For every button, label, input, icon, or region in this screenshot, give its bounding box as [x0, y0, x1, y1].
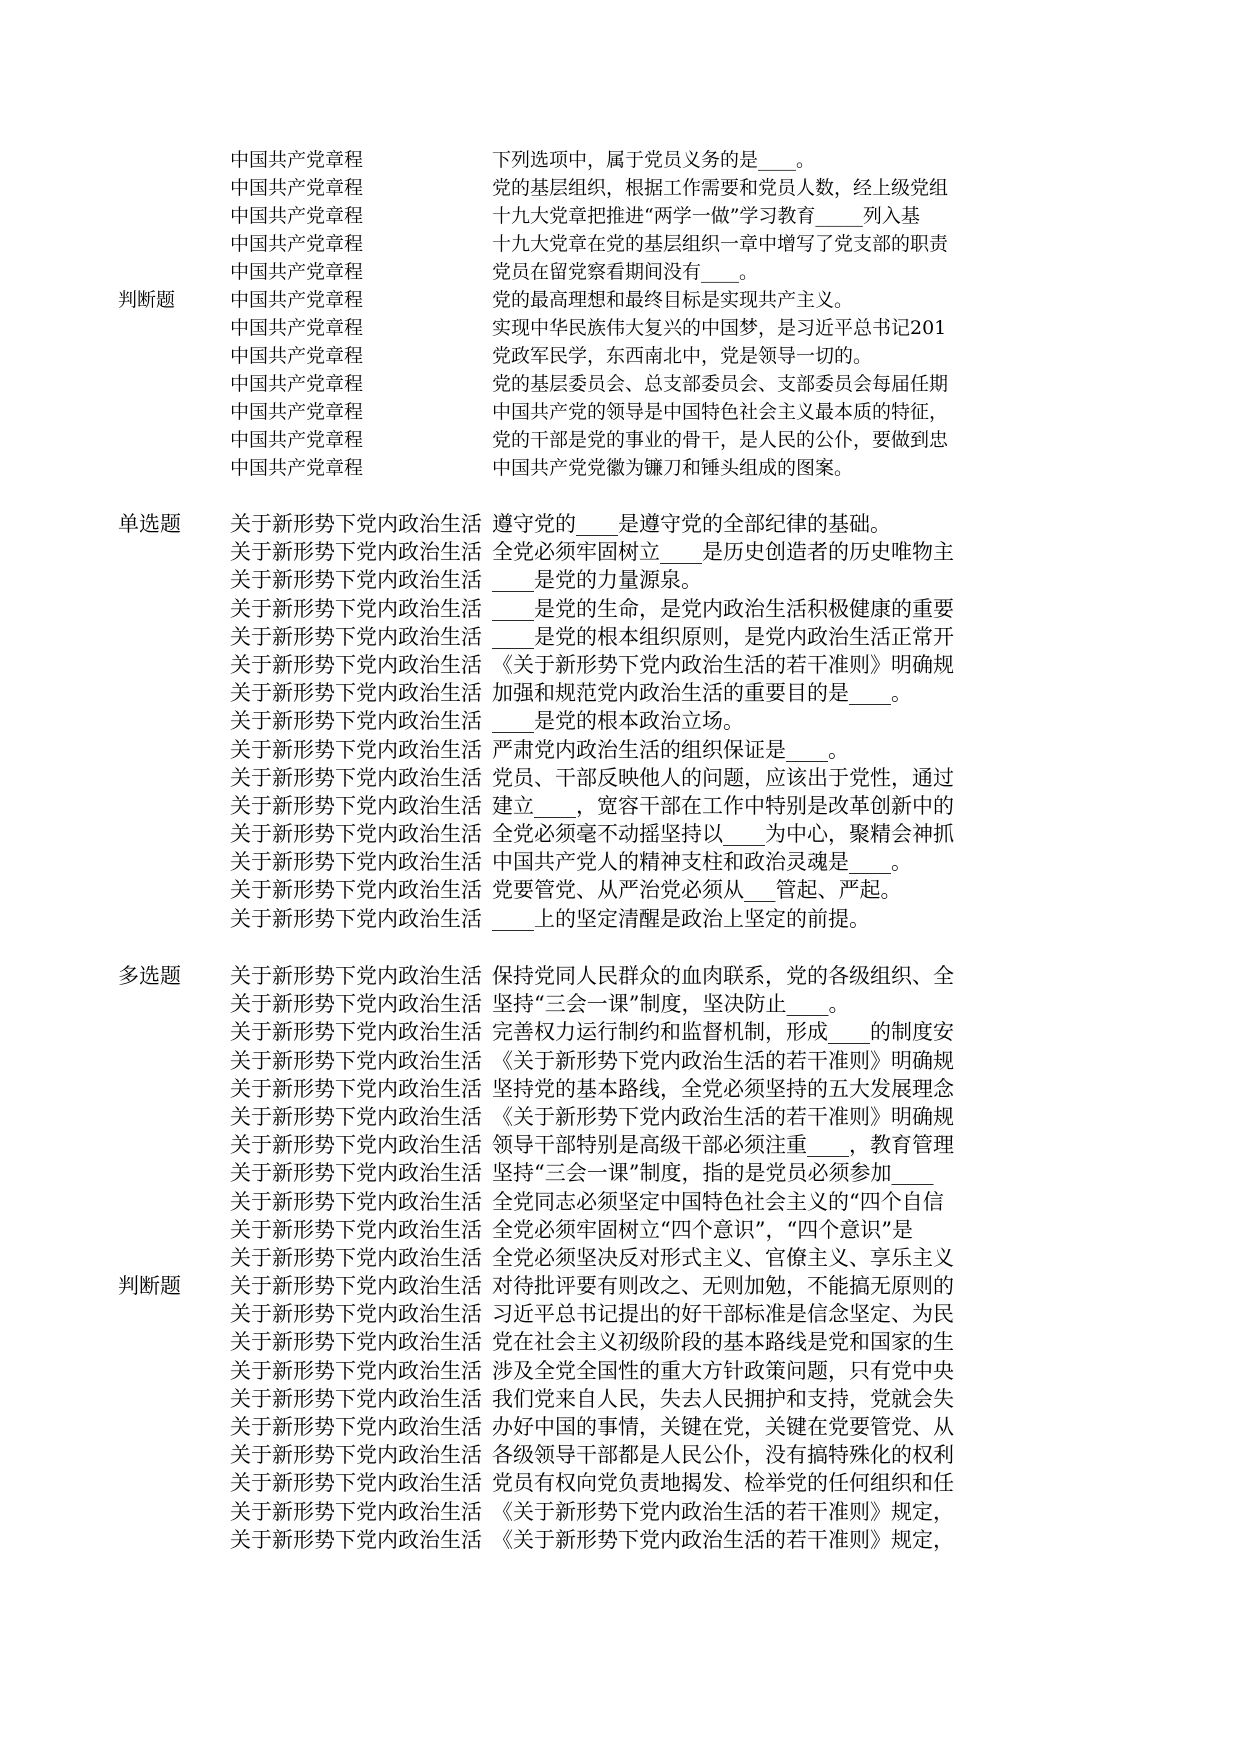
question-cell: 我们党来自人民，失去人民拥护和支持，党就会失 — [492, 1386, 954, 1411]
source-cell: 关于新形势下党内政治生活 — [230, 596, 482, 621]
source-cell: 关于新形势下党内政治生活 — [230, 1330, 482, 1355]
question-type-cell: 判断题 — [118, 289, 176, 311]
table-row — [0, 764, 1240, 792]
source-cell: 关于新形势下党内政治生活 — [230, 765, 482, 790]
question-cell: 十九大党章在党的基层组织一章中增写了党支部的职责 — [492, 233, 949, 255]
question-cell: 下列选项中，属于党员义务的是____。 — [492, 149, 816, 171]
question-cell: 坚持“三会一课”制度，坚决防止____。 — [492, 992, 850, 1017]
question-cell: 各级领导干部都是人民公仆，没有搞特殊化的权利 — [492, 1443, 954, 1468]
table-row — [0, 538, 1240, 566]
table-row — [0, 454, 1240, 482]
source-cell: 中国共产党章程 — [230, 205, 364, 227]
table-row — [0, 146, 1240, 174]
question-cell: 对待批评要有则改之、无则加勉，不能搞无原则的 — [492, 1274, 954, 1299]
question-cell: 《关于新形势下党内政治生活的若干准则》明确规 — [492, 652, 954, 677]
question-cell: 坚持“三会一课”制度，指的是党员必须参加____ — [492, 1161, 934, 1186]
question-cell: 党的最高理想和最终目标是实现共产主义。 — [492, 289, 854, 311]
source-cell: 中国共产党章程 — [230, 289, 364, 311]
question-cell: 党要管党、从严治党必须从___管起、严起。 — [492, 878, 902, 903]
table-row — [0, 962, 1240, 990]
source-cell: 中国共产党章程 — [230, 345, 364, 367]
table-row — [0, 1131, 1240, 1159]
source-cell: 关于新形势下党内政治生活 — [230, 878, 482, 903]
question-type-cell: 单选题 — [118, 512, 181, 536]
question-cell: 《关于新形势下党内政治生活的若干准则》明确规 — [492, 1048, 954, 1073]
source-cell: 关于新形势下党内政治生活 — [230, 793, 482, 818]
question-type-cell: 多选题 — [118, 964, 181, 988]
table-row — [0, 1272, 1240, 1300]
source-cell: 关于新形势下党内政治生活 — [230, 737, 482, 762]
question-cell: 领导干部特别是高级干部必须注重____，教育管理 — [492, 1133, 954, 1158]
question-cell: 党员在留党察看期间没有____。 — [492, 261, 759, 283]
source-cell: 关于新形势下党内政治生活 — [230, 1189, 482, 1214]
source-cell: 中国共产党章程 — [230, 177, 364, 199]
question-cell: 党员、干部反映他人的问题，应该出于党性，通过 — [492, 765, 954, 790]
question-cell: 全党必须毫不动摇坚持以____为中心，聚精会神抓 — [492, 822, 954, 847]
source-cell: 中国共产党章程 — [230, 457, 364, 479]
question-cell: ____是党的根本组织原则，是党内政治生活正常开 — [492, 624, 954, 649]
question-cell: 党的干部是党的事业的骨干，是人民的公仆，要做到忠 — [492, 429, 949, 451]
source-cell: 中国共产党章程 — [230, 317, 364, 339]
table-row — [0, 1469, 1240, 1497]
question-cell: 党的基层委员会、总支部委员会、支部委员会每届任期 — [492, 373, 949, 395]
source-cell: 关于新形势下党内政治生活 — [230, 822, 482, 847]
table-row — [0, 679, 1240, 707]
question-cell: 全党必须牢固树立“四个意识”，“四个意识”是 — [492, 1217, 913, 1242]
question-table-party-constitution — [0, 146, 1240, 482]
question-cell: 建立____，宽容干部在工作中特别是改革创新中的 — [492, 793, 954, 818]
table-row — [0, 1103, 1240, 1131]
table-row — [0, 1075, 1240, 1103]
question-table-political-life-single — [0, 510, 1240, 933]
table-row — [0, 1526, 1240, 1554]
table-row — [0, 736, 1240, 764]
question-cell: 实现中华民族伟大复兴的中国梦，是习近平总书记201 — [492, 317, 947, 339]
source-cell: 中国共产党章程 — [230, 373, 364, 395]
source-cell: 关于新形势下党内政治生活 — [230, 512, 482, 536]
source-cell: 关于新形势下党内政治生活 — [230, 992, 482, 1017]
question-cell: 保持党同人民群众的血肉联系，党的各级组织、全 — [492, 964, 954, 988]
table-row — [0, 623, 1240, 651]
table-row — [0, 1498, 1240, 1526]
source-cell: 关于新形势下党内政治生活 — [230, 1274, 482, 1299]
table-row — [0, 1018, 1240, 1046]
table-row — [0, 1216, 1240, 1244]
table-row — [0, 426, 1240, 454]
table-row — [0, 314, 1240, 342]
question-cell: 习近平总书记提出的好干部标准是信念坚定、为民 — [492, 1302, 954, 1327]
source-cell: 关于新形势下党内政治生活 — [230, 1386, 482, 1411]
source-cell: 关于新形势下党内政治生活 — [230, 1104, 482, 1129]
source-cell: 关于新形势下党内政治生活 — [230, 1133, 482, 1158]
table-row — [0, 990, 1240, 1018]
source-cell: 关于新形势下党内政治生活 — [230, 624, 482, 649]
question-cell: 党政军民学，东西南北中，党是领导一切的。 — [492, 345, 873, 367]
question-cell: 党员有权向党负责地揭发、检举党的任何组织和任 — [492, 1471, 954, 1496]
table-row — [0, 707, 1240, 735]
question-cell: ____上的坚定清醒是政治上坚定的前提。 — [492, 906, 870, 931]
source-cell: 关于新形势下党内政治生活 — [230, 850, 482, 875]
table-row — [0, 370, 1240, 398]
source-cell: 关于新形势下党内政治生活 — [230, 906, 482, 931]
question-cell: 党的基层组织，根据工作需要和党员人数，经上级党组 — [492, 177, 949, 199]
source-cell: 关于新形势下党内政治生活 — [230, 964, 482, 988]
table-row — [0, 595, 1240, 623]
table-row — [0, 792, 1240, 820]
table-row — [0, 1413, 1240, 1441]
source-cell: 中国共产党章程 — [230, 401, 364, 423]
source-cell: 关于新形势下党内政治生活 — [230, 1048, 482, 1073]
source-cell: 关于新形势下党内政治生活 — [230, 1471, 482, 1496]
table-row — [0, 342, 1240, 370]
source-cell: 关于新形势下党内政治生活 — [230, 652, 482, 677]
table-row — [0, 1244, 1240, 1272]
table-row — [0, 848, 1240, 876]
table-row — [0, 1188, 1240, 1216]
question-cell: ____是党的根本政治立场。 — [492, 709, 744, 734]
table-row — [0, 510, 1240, 538]
source-cell: 关于新形势下党内政治生活 — [230, 1358, 482, 1383]
table-row — [0, 1159, 1240, 1187]
table-row — [0, 1047, 1240, 1075]
question-cell: 遵守党的____是遵守党的全部纪律的基础。 — [492, 512, 891, 536]
source-cell: 关于新形势下党内政治生活 — [230, 1443, 482, 1468]
table-row — [0, 1357, 1240, 1385]
question-cell: ____是党的力量源泉。 — [492, 568, 702, 593]
source-cell: 关于新形势下党内政治生活 — [230, 1161, 482, 1186]
table-row — [0, 398, 1240, 426]
table-row — [0, 651, 1240, 679]
source-cell: 关于新形势下党内政治生活 — [230, 1217, 482, 1242]
source-cell: 关于新形势下党内政治生活 — [230, 1076, 482, 1101]
table-row — [0, 202, 1240, 230]
source-cell: 中国共产党章程 — [230, 261, 364, 283]
table-row — [0, 230, 1240, 258]
question-cell: 《关于新形势下党内政治生活的若干准则》规定， — [492, 1499, 954, 1524]
question-cell: 党在社会主义初级阶段的基本路线是党和国家的生 — [492, 1330, 954, 1355]
table-row — [0, 174, 1240, 202]
source-cell: 中国共产党章程 — [230, 429, 364, 451]
source-cell: 中国共产党章程 — [230, 149, 364, 171]
source-cell: 关于新形势下党内政治生活 — [230, 1527, 482, 1552]
question-cell: 全党同志必须坚定中国特色社会主义的“四个自信 — [492, 1189, 944, 1214]
source-cell: 关于新形势下党内政治生活 — [230, 681, 482, 706]
question-type-cell: 判断题 — [118, 1274, 181, 1299]
source-cell: 中国共产党章程 — [230, 233, 364, 255]
source-cell: 关于新形势下党内政治生活 — [230, 540, 482, 565]
source-cell: 关于新形势下党内政治生活 — [230, 1415, 482, 1439]
question-cell: 坚持党的基本路线，全党必须坚持的五大发展理念 — [492, 1076, 954, 1101]
question-table-political-life-multi-judge — [0, 962, 1240, 1554]
table-row — [0, 258, 1240, 286]
question-cell: 涉及全党全国性的重大方针政策问题，只有党中央 — [492, 1358, 954, 1383]
source-cell: 关于新形势下党内政治生活 — [230, 1245, 482, 1270]
question-cell: 全党必须坚决反对形式主义、官僚主义、享乐主义 — [492, 1245, 954, 1270]
table-row — [0, 820, 1240, 848]
table-row — [0, 1385, 1240, 1413]
table-row — [0, 286, 1240, 314]
source-cell: 关于新形势下党内政治生活 — [230, 1302, 482, 1327]
question-cell: ____是党的生命，是党内政治生活积极健康的重要 — [492, 596, 954, 621]
question-cell: 《关于新形势下党内政治生活的若干准则》明确规 — [492, 1104, 954, 1129]
source-cell: 关于新形势下党内政治生活 — [230, 1020, 482, 1045]
source-cell: 关于新形势下党内政治生活 — [230, 568, 482, 593]
question-cell: 办好中国的事情，关键在党，关键在党要管党、从 — [492, 1415, 954, 1439]
question-cell: 全党必须牢固树立____是历史创造者的历史唯物主 — [492, 540, 954, 565]
question-cell: 加强和规范党内政治生活的重要目的是____。 — [492, 681, 912, 706]
table-row — [0, 1300, 1240, 1328]
table-row — [0, 1328, 1240, 1356]
question-cell: 十九大党章把推进“两学一做”学习教育_____列入基 — [492, 205, 920, 227]
question-cell: 中国共产党党徽为镰刀和锤头组成的图案。 — [492, 457, 854, 479]
question-cell: 完善权力运行制约和监督机制，形成____的制度安 — [492, 1020, 954, 1045]
source-cell: 关于新形势下党内政治生活 — [230, 709, 482, 734]
table-row — [0, 1441, 1240, 1469]
question-cell: 中国共产党的领导是中国特色社会主义最本质的特征， — [492, 401, 949, 423]
question-cell: 中国共产党人的精神支柱和政治灵魂是____。 — [492, 850, 912, 875]
question-cell: 《关于新形势下党内政治生活的若干准则》规定， — [492, 1527, 954, 1552]
table-row — [0, 905, 1240, 933]
table-row — [0, 876, 1240, 904]
source-cell: 关于新形势下党内政治生活 — [230, 1499, 482, 1524]
table-row — [0, 566, 1240, 594]
question-cell: 严肃党内政治生活的组织保证是____。 — [492, 737, 849, 762]
